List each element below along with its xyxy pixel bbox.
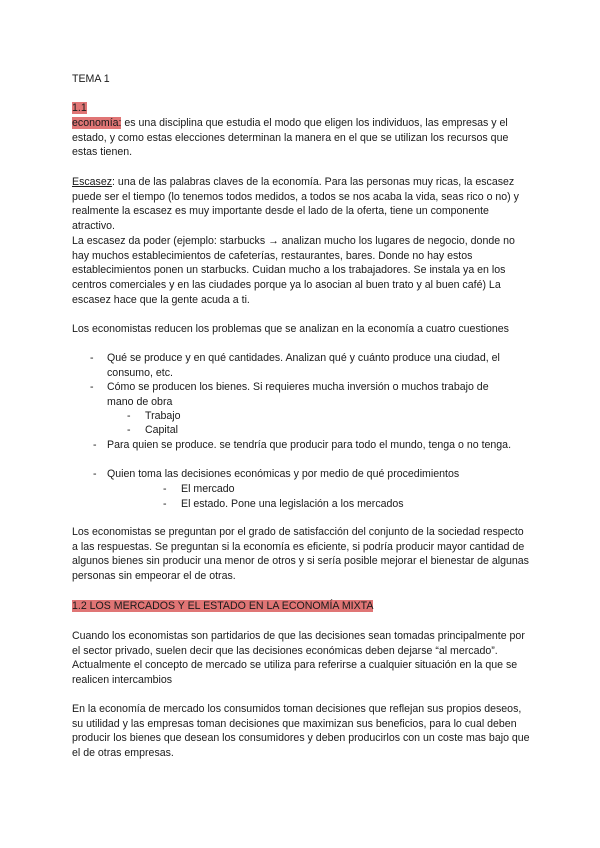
doc-title: TEMA 1 [72,73,110,85]
economia-definition-text: es una disciplina que estudia el modo que eligen los individuos, las empresas y el estado, y como estas elecciones determinan la manera en el que se utilizan los recursos que estas tienen. [72,117,509,159]
sublist-bullet: - [163,483,167,495]
sublist-item-estado: El estado. Pone una legislación a los mercados [181,498,404,510]
sublist-item-trabajo: Trabajo [145,410,181,422]
list-bullet: - [93,439,97,451]
escasez-poder-paragraph: La escasez da poder (ejemplo: starbucks → analizan mucho los lugares de negocio, donde no hay muchos establecimientos de cafeterías, restaurantes, bares. Donde no hay estos establecimientos ponen un starbucks. Cuidan mucho a los trabajadores. Se instala ya en los centros comerciales y en las ciudades porque ya lo asocian al buen trato y al buen café) La escasez hace que la gente acuda a ti. [72,235,515,306]
satisfaccion-paragraph: Los economistas se preguntan por el grado de satisfacción del conjunto de la sociedad respecto a las respuestas. Se preguntan si la economía es eficiente, si podría producir mayor cantidad de algunos bienes sin producir una menor de otros y si sería posible mejorar el bienestar de algunas personas sin empeorar el de otras. [72,526,529,583]
section-1-2-heading [72,599,373,614]
list-item-como: Cómo se producen los bienes. Si requieres mucha inversión o muchos trabajo de mano de obra [107,381,489,408]
section-heading-highlight: 1.2 LOS MERCADOS Y EL ESTADO EN LA ECONOMÍA MIXTA [72,600,374,612]
sublist-bullet: - [127,410,131,422]
cuestiones-intro: Los economistas reducen los problemas que se analizan en la economía a cuatro cuestiones [72,323,509,335]
escasez-paragraph [72,175,532,234]
sublist-bullet: - [163,498,167,510]
section-number-highlight: 1.1 [72,102,87,114]
list-bullet: - [90,381,94,393]
sublist-bullet: - [127,424,131,436]
escasez-term: Escasez [72,176,113,188]
section-1-1-number [72,101,87,116]
sublist-item-capital: Capital [145,424,178,436]
list-bullet: - [90,352,94,364]
mercados-paragraph-2: En la economía de mercado los consumidos toman decisiones que reflejan sus propios deseos, su utilidad y las empresas toman decisiones que maximizan sus beneficios, para lo cual deben producir los bienes que desean los consumidores y deben producirlos con un coste mas bajo que el de otras empresas. [72,703,530,760]
list-item-quien: Quien toma las decisiones económicas y por medio de qué procedimientos [107,468,460,480]
economia-definition [72,116,532,160]
list-bullet: - [93,468,97,480]
economia-term: economía: [72,117,122,129]
escasez-text: : una de las palabras claves de la economía. Para las personas muy ricas, la escasez puede ser el tiempo (lo tenemos todos medidos, a todos se nos acaba la vida, seas rico o no) y realmente la escasez es muy importante desde el lado de la oferta, tiene un componente atractivo. [72,176,519,233]
list-item-que: Qué se produce y en qué cantidades. Analizan qué y cuánto produce una ciudad, el consumo, etc. [107,352,500,379]
list-item-para-quien: Para quien se produce. se tendría que producir para todo el mundo, tenga o no tenga. [107,439,512,451]
mercados-paragraph-1: Cuando los economistas son partidarios de que las decisiones sean tomadas principalmente por el sector privado, suelen decir que las decisiones económicas deben dejarse “al mercado”. Actualmente el concepto de mercado se utiliza para referirse a cualquier situación en la que se realicen intercambios [72,630,525,687]
sublist-item-mercado: El mercado [181,483,235,495]
